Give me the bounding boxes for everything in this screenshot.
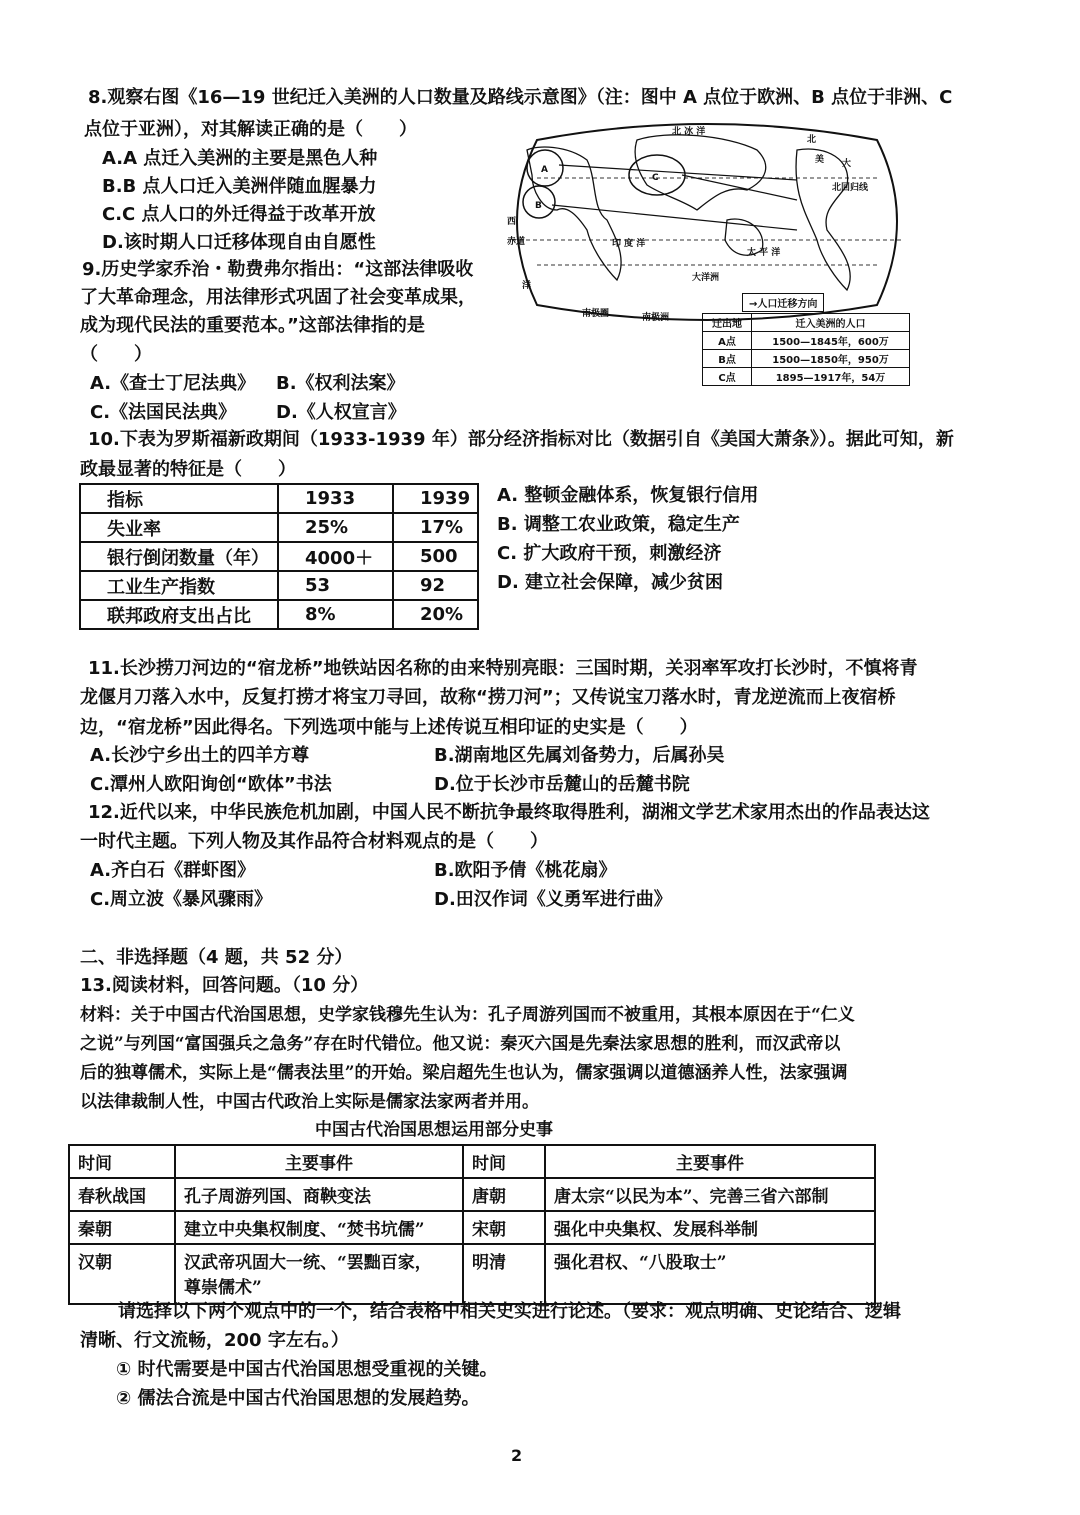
q10-row-unemployment-1933: 25% <box>278 513 393 542</box>
q13-row3-event1-cell <box>175 1244 463 1304</box>
q13-header-event-2: 主要事件 <box>545 1145 875 1178</box>
q13-material-line2: 之说”与列国“富国强兵之急务”存在时代错位。他又说：秦灭六国是先秦法家思想的胜利，而汉武帝以 <box>80 1034 841 1054</box>
q10-row-unemployment: 失业率 <box>80 513 278 542</box>
q12-option-d: D.田汉作词《义勇军进行曲》 <box>434 889 672 910</box>
map-point-b: B <box>535 201 542 211</box>
q13-header-time-2: 时间 <box>463 1145 545 1178</box>
migration-map <box>497 120 917 325</box>
q8-stem-line2: 点位于亚洲），对其解读正确的是（ ） <box>84 119 417 140</box>
q13-row3-event1: 汉武帝巩固大一统、“罢黜百家， <box>184 1253 432 1273</box>
map-label-antarctic-circle: 南极圈 <box>582 309 610 319</box>
q13-header-event-1: 主要事件 <box>175 1145 463 1178</box>
q13-material-line1: 材料：关于中国古代治国思想，史学家钱穆先生认为：孔子周游列国而不被重用，其根本原因在于“仁义 <box>80 1005 855 1025</box>
migration-row-c-pop: 1895—1917年，54万 <box>752 368 910 386</box>
q13-title: 13.阅读材料，回答问题。（10 分） <box>80 975 369 996</box>
q8-option-d: D.该时期人口迁移体现自由自愿性 <box>102 232 376 253</box>
migration-row-a-from: A点 <box>703 332 752 350</box>
q13-row2-event2: 强化中央集权、发展科举制 <box>545 1211 875 1244</box>
q11-stem-line1: 11.长沙捞刀河边的“宿龙桥”地铁站因名称的由来特别亮眼：三国时期，关羽率军攻打长沙时，不慎将青 <box>88 658 918 679</box>
migration-header-from: 迁出地 <box>703 314 752 332</box>
map-label-oceania: 大洋洲 <box>692 273 720 283</box>
q8-option-a: A.A 点迁入美洲的主要是黑色人种 <box>102 148 378 169</box>
q11-option-d: D.位于长沙市岳麓山的岳麓书院 <box>434 774 690 795</box>
q13-view-2: ② 儒法合流是中国古代治国思想的发展趋势。 <box>116 1388 480 1409</box>
q11-option-c: C.潭州人欧阳询创“欧体”书法 <box>90 774 332 795</box>
q13-material-line4: 以法律裁制人性，中国古代政治上实际是儒家法家两者并用。 <box>80 1092 539 1112</box>
migration-table <box>702 313 910 386</box>
q12-option-b: B.欧阳予倩《桃花扇》 <box>434 860 617 881</box>
q9-stem-line1: 9.历史学家乔治・勒费弗尔指出：“这部法律吸收 <box>82 259 474 280</box>
map-label-arctic: 北 冰 洋 <box>672 127 706 137</box>
q10-header-indicator: 指标 <box>80 484 278 513</box>
q10-row-industrial-index-1933: 53 <box>278 571 393 600</box>
map-label-tropic: 北回归线 <box>832 183 869 193</box>
q11-stem-line3: 边，“宿龙桥”因此得名。下列选项中能与上述传说互相印证的史实是（ ） <box>80 717 698 738</box>
q10-header-1933: 1933 <box>278 484 393 513</box>
map-label-mei: 美 <box>815 155 825 165</box>
q10-row-bank-failures: 银行倒闭数量（年） <box>80 542 278 571</box>
map-point-a: A <box>541 165 548 175</box>
map-label-xi: 西 <box>507 217 517 227</box>
map-label-antarctica: 南极洲 <box>642 313 670 323</box>
q13-row1-event2: 唐太宗“以民为本”、完善三省六部制 <box>545 1178 875 1211</box>
q10-row-bank-failures-1933: 4000＋ <box>278 542 393 571</box>
q9-option-d: D.《人权宣言》 <box>276 402 406 423</box>
q10-stem-line1: 10.下表为罗斯福新政期间（1933-1939 年）部分经济指标对比（数据引自《美国大萧条》）。据此可知，新 <box>88 429 954 450</box>
q13-table <box>68 1144 876 1305</box>
q8-option-b: B.B 点人口迁入美洲伴随血腥暴力 <box>102 176 377 197</box>
q10-table <box>79 483 479 630</box>
q12-stem-line1: 12.近代以来，中华民族危机加剧，中国人民不断抗争最终取得胜利，湖湘文学艺术家用杰出的作品表达这 <box>88 802 930 823</box>
map-label-indian-ocean: 印 度 洋 <box>612 239 646 249</box>
q13-row3-time2: 明清 <box>463 1244 545 1304</box>
q13-row3-event1-cont: 尊崇儒术” <box>184 1278 262 1298</box>
q13-prompt-line1: 请选择以下两个观点中的一个，结合表格中相关史实进行论述。（要求：观点明确、史论结合、逻辑 <box>118 1301 901 1322</box>
q12-stem-line2: 一时代主题。下列人物及其作品符合材料观点的是（ ） <box>80 831 548 852</box>
q10-row-bank-failures-1939: 500 <box>393 542 478 571</box>
q10-row-unemployment-1939: 17% <box>393 513 478 542</box>
map-label-pacific: 太 平 洋 <box>747 248 781 258</box>
q10-row-industrial-index: 工业生产指数 <box>80 571 278 600</box>
q13-prompt-line2: 清晰、行文流畅，200 字左右。） <box>80 1330 349 1351</box>
q10-option-b: B. 调整工农业政策，稳定生产 <box>497 514 740 535</box>
q10-row-federal-spending: 联邦政府支出占比 <box>80 600 278 629</box>
q10-option-a: A. 整顿金融体系，恢复银行信用 <box>497 485 759 506</box>
q13-table-caption: 中国古代治国思想运用部分史事 <box>315 1120 553 1140</box>
q9-option-a: A.《查士丁尼法典》 <box>90 373 256 394</box>
q8-option-c: C.C 点人口的外迁得益于改革开放 <box>102 204 376 225</box>
q13-row1-event1: 孔子周游列国、商鞅变法 <box>175 1178 463 1211</box>
q13-row1-time2: 唐朝 <box>463 1178 545 1211</box>
migration-row-a-pop: 1500—1845年，600万 <box>752 332 910 350</box>
q10-row-federal-spending-1933: 8% <box>278 600 393 629</box>
q13-row3-time1: 汉朝 <box>69 1244 175 1304</box>
q11-option-b: B.湖南地区先属刘备势力，后属孙吴 <box>434 745 725 766</box>
migration-row-b-pop: 1500—1850年，950万 <box>752 350 910 368</box>
map-legend: →人口迁移方向 <box>742 293 824 312</box>
migration-header-pop: 迁入美洲的人口 <box>752 314 910 332</box>
q10-row-industrial-index-1939: 92 <box>393 571 478 600</box>
map-label-da: 大 <box>842 159 852 169</box>
q13-view-1: ① 时代需要是中国古代治国思想受重视的关键。 <box>116 1359 498 1380</box>
q10-option-c: C. 扩大政府干预，刺激经济 <box>497 543 722 564</box>
q13-row3-event2: 强化君权、“八股取士” <box>545 1244 875 1304</box>
q13-header-time-1: 时间 <box>69 1145 175 1178</box>
q9-stem-line4: （ ） <box>80 344 152 365</box>
q8-stem-line1: 8.观察右图《16—19 世纪迁入美洲的人口数量及路线示意图》（注：图中 A 点位于欧洲、B 点位于非洲、C <box>88 87 953 108</box>
q13-row2-event1: 建立中央集权制度、“焚书坑儒” <box>175 1211 463 1244</box>
section2-heading: 二、非选择题（4 题，共 52 分） <box>80 947 353 968</box>
q12-option-a: A.齐白石《群虾图》 <box>90 860 256 881</box>
q9-stem-line3: 成为现代民法的重要范本。”这部法律指的是 <box>80 315 425 336</box>
q13-row1-time1: 春秋战国 <box>69 1178 175 1211</box>
q10-option-d: D. 建立社会保障，减少贫困 <box>497 572 724 593</box>
q10-header-1939: 1939 <box>393 484 478 513</box>
q9-stem-line2: 了大革命理念，用法律形式巩固了社会变革成果， <box>80 287 476 308</box>
migration-row-b-from: B点 <box>703 350 752 368</box>
q10-stem-line2: 政最显著的特征是（ ） <box>80 459 296 480</box>
map-label-bei: 北 <box>807 135 817 145</box>
q13-row2-time2: 宋朝 <box>463 1211 545 1244</box>
q13-material-line3: 后的独尊儒术，实际上是“儒表法里”的开始。梁启超先生也认为，儒家强调以道德涵养人性，法家强调 <box>80 1063 848 1083</box>
q11-stem-line2: 龙偃月刀落入水中，反复打捞才将宝刀寻回，故称“捞刀河”；又传说宝刀落水时，青龙逆流而上夜宿桥 <box>80 687 896 708</box>
q9-option-b: B.《权利法案》 <box>276 373 405 394</box>
map-point-c: C <box>652 173 659 183</box>
q12-option-c: C.周立波《暴风骤雨》 <box>90 889 273 910</box>
q13-row2-time1: 秦朝 <box>69 1211 175 1244</box>
map-label-yang: 洋 <box>522 281 532 291</box>
q11-option-a: A.长沙宁乡出土的四羊方尊 <box>90 745 310 766</box>
page-number: 2 <box>511 1446 523 1465</box>
migration-row-c-from: C点 <box>703 368 752 386</box>
map-label-equator: 赤道 <box>507 237 526 247</box>
q9-option-c: C.《法国民法典》 <box>90 402 237 423</box>
q10-row-federal-spending-1939: 20% <box>393 600 478 629</box>
